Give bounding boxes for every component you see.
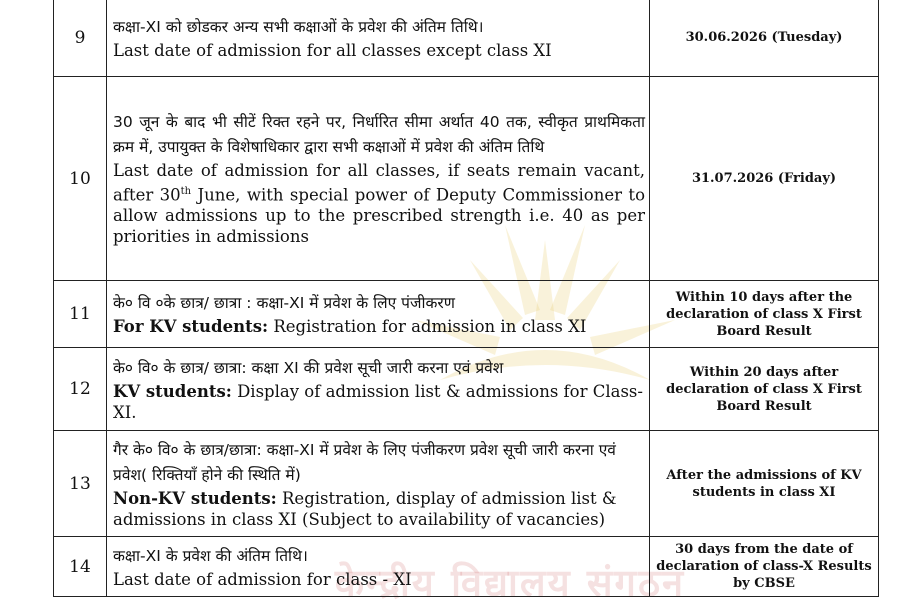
- event-description: [107, 0, 650, 77]
- event-description: [107, 77, 650, 281]
- serial-number: 13: [54, 431, 107, 537]
- english-text: For KV students: Registration for admission in class XI: [113, 317, 587, 336]
- hindi-text: गैर के० वि० के छात्र/छात्रा: कक्षा-XI में प्रवेश के लिए पंजीकरण प्रवेश सूची जारी करना एवं प्रवेश( रिक्तियाँ होने की स्थिति में): [113, 440, 616, 484]
- english-text: Non-KV students: Registration, display of admission list & admissions in class XI (Subject to availability of vacancies): [113, 488, 617, 529]
- schedule-date: 30.06.2026 (Tuesday): [650, 0, 879, 77]
- watermark-text: केन्द्रीय विद्यालय संगठन: [334, 561, 686, 605]
- english-text: Last date of admission for all classes, if seats remain vacant, after 30th June, with special power of Deputy Commissioner to allow admissions up to the prescribed strength i.e. 40 as per priorities in admissions: [113, 160, 645, 247]
- schedule-date: 30 days from the date of declaration of class-X Results by CBSE: [650, 537, 879, 597]
- event-description: [107, 348, 650, 431]
- serial-number: 9: [54, 0, 107, 77]
- schedule-date: Within 20 days after declaration of class X First Board Result: [650, 348, 879, 431]
- hindi-text: कक्षा-XI के प्रवेश की अंतिम तिथि।: [113, 546, 308, 565]
- serial-number: 11: [54, 281, 107, 348]
- hindi-text: के० वि ०के छात्र/ छात्रा : कक्षा-XI में प्रवेश के लिए पंजीकरण: [113, 294, 455, 312]
- serial-number: 12: [54, 348, 107, 431]
- event-description: [107, 281, 650, 348]
- schedule-date: 31.07.2026 (Friday): [650, 77, 879, 281]
- english-text: KV students: Display of admission list & admissions for Class-XI.: [113, 381, 643, 422]
- table-row: [54, 348, 879, 431]
- event-description: [107, 431, 650, 537]
- event-description: [107, 537, 650, 597]
- hindi-text: 30 जून के बाद भी सीटें रिक्त रहने पर, निर्धारित सीमा अर्थात 40 तक, स्वीकृत प्राथमिकता क्रम में, उपायुक्त के विशेषाधिकार द्वारा सभी कक्षाओं में प्रवेश की अंतिम तिथि: [113, 112, 645, 156]
- table-row: [54, 77, 879, 281]
- table-row: [54, 0, 879, 77]
- english-text: Last date of admission for all classes except class XI: [113, 40, 552, 60]
- serial-number: 14: [54, 537, 107, 597]
- english-text: Last date of admission for class - XI: [113, 569, 412, 589]
- schedule-date: After the admissions of KV students in class XI: [650, 431, 879, 537]
- admission-schedule-table: [53, 0, 879, 597]
- table-row: [54, 431, 879, 537]
- hindi-text: के० वि० के छात्र/ छात्रा: कक्षा XI की प्रवेश सूची जारी करना एवं प्रवेश: [113, 358, 504, 377]
- hindi-text: कक्षा-XI को छोडकर अन्य सभी कक्षाओं के प्रवेश की अंतिम तिथि।: [113, 17, 484, 36]
- serial-number: 10: [54, 77, 107, 281]
- table-row: [54, 281, 879, 348]
- table-row: [54, 537, 879, 597]
- schedule-date: Within 10 days after the declaration of class X First Board Result: [650, 281, 879, 348]
